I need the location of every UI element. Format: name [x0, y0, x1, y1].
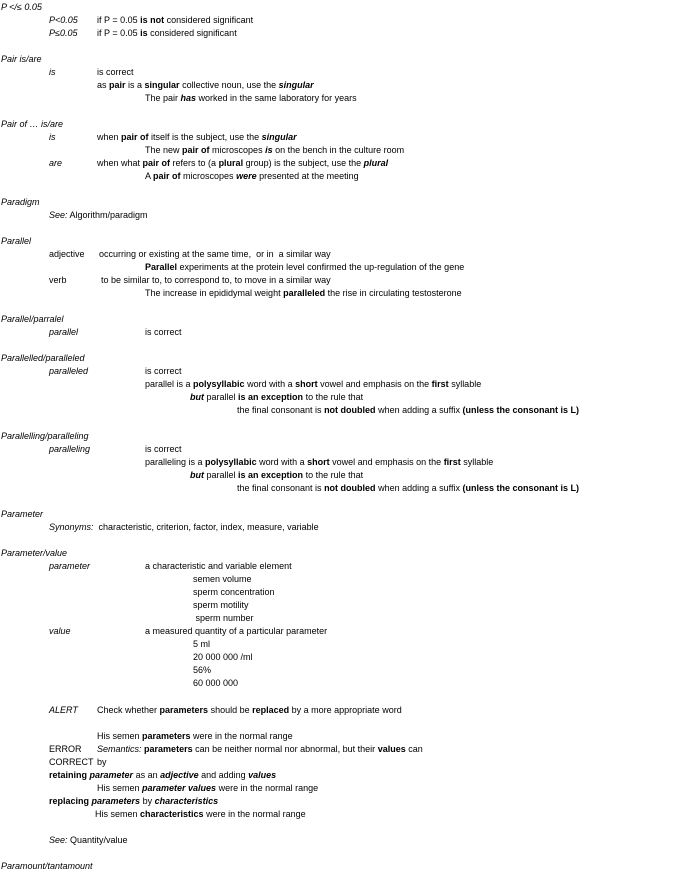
term-is: is: [49, 67, 56, 77]
definition-text: a measured quantity of a particular parameter: [145, 626, 328, 636]
list-item: sperm motility: [193, 600, 249, 610]
term-p-leq: P≤0.05: [49, 28, 78, 38]
status-correct: is correct: [145, 444, 182, 454]
rule-text: the final consonant is not doubled when adding a suffix (unless the consonant is L): [237, 405, 579, 415]
rule-text: when pair of itself is the subject, use the singular: [97, 132, 297, 142]
rule-text: the final consonant is not doubled when adding a suffix (unless the consonant is L): [237, 483, 579, 493]
term-parallel: parallel: [49, 327, 79, 337]
part-of-speech-adjective: adjective: [49, 249, 85, 259]
rule-p-leq: if P = 0.05 is considered significant: [97, 28, 237, 38]
correction-replacing: replacing parameters by characteristics: [49, 796, 219, 806]
correct-label: CORRECT: [49, 757, 94, 767]
term-is: is: [49, 132, 56, 142]
term-paralleled: paralleled: [49, 366, 89, 376]
heading-pair-of: Pair of … is/are: [1, 119, 64, 129]
error-label: ERROR: [49, 744, 82, 754]
status-correct: is correct: [145, 366, 182, 376]
synonyms-line: Synonyms: characteristic, criterion, factor, index, measure, variable: [49, 522, 319, 532]
list-item: semen volume: [193, 574, 252, 584]
list-item: 56%: [193, 665, 212, 675]
heading-parameter: Parameter: [1, 509, 44, 519]
example-sentence: His semen characteristics were in the normal range: [95, 809, 306, 819]
list-item: 5 ml: [193, 639, 211, 649]
term-are: are: [49, 158, 63, 168]
list-item: 20 000 000 /ml: [193, 652, 253, 662]
example-sentence: The new pair of microscopes is on the bench in the culture room: [145, 145, 405, 155]
term-p-less: P<0.05: [49, 15, 78, 25]
error-example: His semen parameters were in the normal range: [97, 731, 293, 741]
heading-paralleling: Parallelling/paralleling: [1, 431, 89, 441]
rule-text: when what pair of refers to (a plural group) is the subject, use the plural: [97, 158, 389, 168]
heading-parallel: Parallel: [1, 236, 32, 246]
heading-paramount: Paramount/tantamount: [1, 861, 93, 871]
term-value: value: [49, 626, 71, 636]
example-sentence: His semen parameter values were in the normal range: [97, 783, 319, 793]
heading-parameter-value: Parameter/value: [1, 548, 68, 558]
see-also-link: See: Algorithm/paradigm: [49, 210, 148, 220]
list-item: 60 000 000: [193, 678, 239, 688]
rule-text: but parallel is an exception to the rule that: [190, 392, 364, 402]
correction-retaining: retaining parameter as an adjective and adding values: [49, 770, 277, 780]
rule-text: parallel is a polysyllabic word with a short vowel and emphasis on the first syllable: [145, 379, 482, 389]
heading-paralleled: Parallelled/paralleled: [1, 353, 85, 363]
rule-text: as pair is a singular collective noun, use the singular: [97, 80, 314, 90]
heading-pair-is-are: Pair is/are: [1, 54, 42, 64]
heading-parallel-parralel: Parallel/parralel: [1, 314, 64, 324]
see-also-link: See: Quantity/value: [49, 835, 128, 845]
example-sentence: The increase in epididymal weight paralleled the rise in circulating testosterone: [145, 288, 462, 298]
alert-label: ALERT: [49, 705, 78, 715]
list-item: sperm concentration: [193, 587, 275, 597]
example-sentence: The pair has worked in the same laboratory for years: [145, 93, 357, 103]
term-parameter: parameter: [49, 561, 91, 571]
list-item: sperm number: [193, 613, 254, 623]
definition-text: occurring or existing at the same time, or in a similar way: [99, 249, 331, 259]
definition-text: a characteristic and variable element: [145, 561, 292, 571]
example-sentence: A pair of microscopes were presented at the meeting: [145, 171, 359, 181]
part-of-speech-verb: verb: [49, 275, 67, 285]
correct-by: by: [97, 757, 107, 767]
heading-paradigm: Paradigm: [1, 197, 40, 207]
alert-text: Check whether parameters should be replaced by a more appropriate word: [97, 705, 402, 715]
rule-text: but parallel is an exception to the rule that: [190, 470, 364, 480]
error-text: Semantics: parameters can be neither normal nor abnormal, but their values can: [97, 744, 423, 754]
rule-text: paralleling is a polysyllabic word with a short vowel and emphasis on the first syllable: [145, 457, 494, 467]
term-paralleling: paralleling: [49, 444, 91, 454]
status-correct: is correct: [145, 327, 182, 337]
rule-p-less: if P = 0.05 is not considered significant: [97, 15, 254, 25]
definition-text: to be similar to, to correspond to, to move in a similar way: [101, 275, 331, 285]
example-sentence: Parallel experiments at the protein level confirmed the up-regulation of the gene: [145, 262, 465, 272]
heading-p-value: P </≤ 0.05: [1, 2, 42, 12]
status-correct: is correct: [97, 67, 134, 77]
